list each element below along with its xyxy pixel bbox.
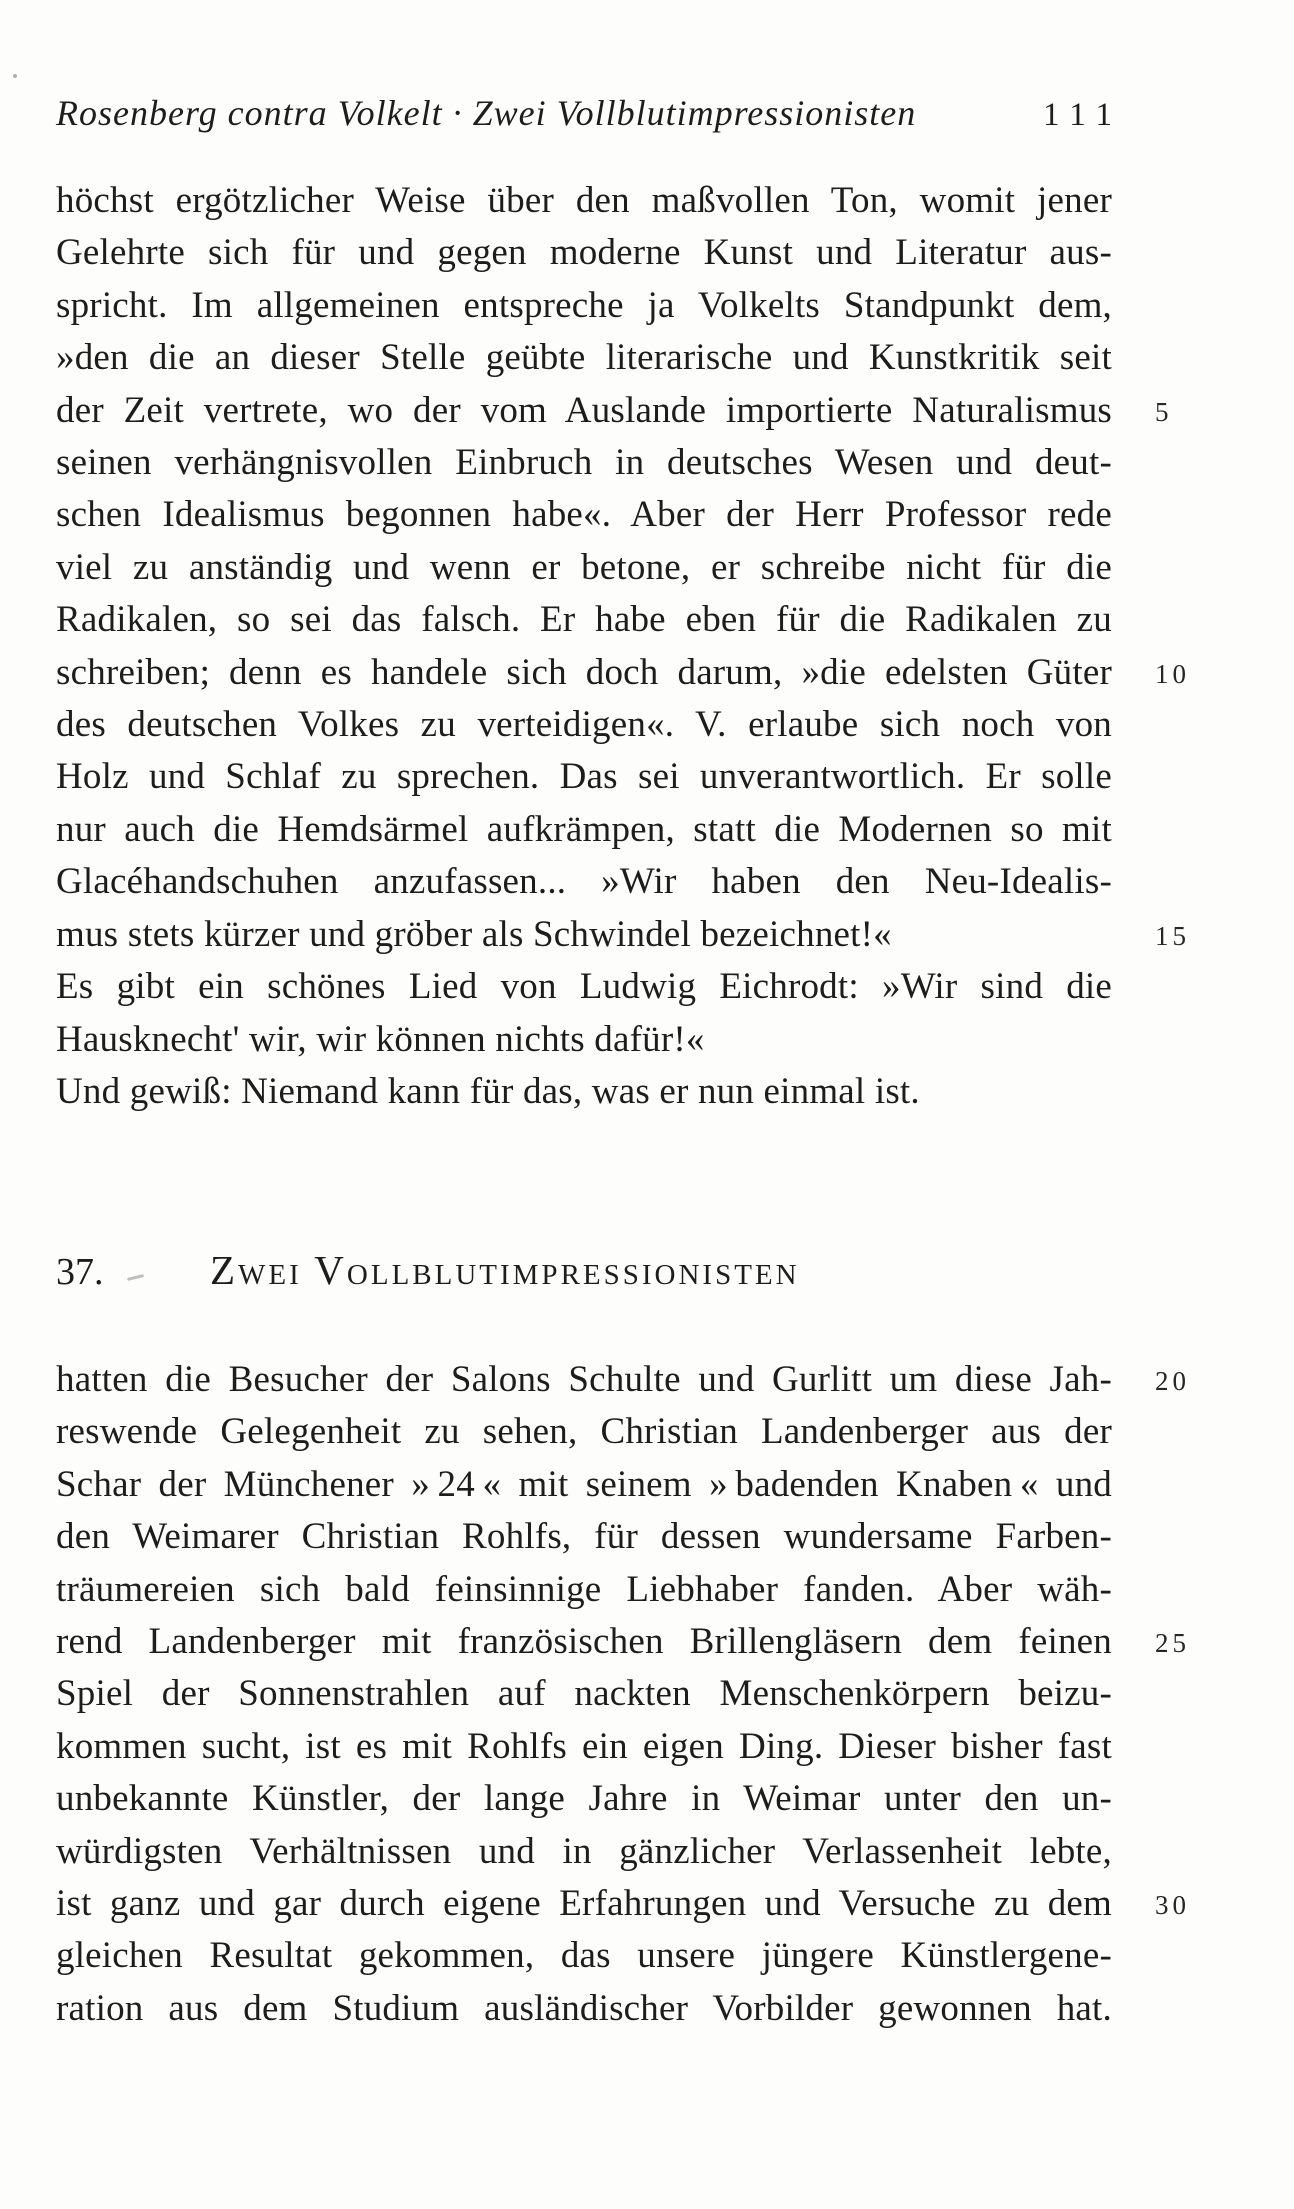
text-line-content: Und gewiß: Niemand kann für das, was er nun einmal ist.: [56, 1070, 920, 1112]
text-line: [56, 280, 1112, 332]
margin-line-number: 30: [1155, 1890, 1190, 1921]
running-title: Rosenberg contra Volkelt · Zwei Vollblutimpressionisten: [56, 93, 917, 133]
paragraph-2: [56, 1354, 1190, 2035]
text-line: [56, 175, 1112, 227]
text-line-content: Spiel der Sonnenstrahlen auf nackten Menschenkörpern beizu-: [56, 1673, 1112, 1715]
text-line-content: würdigsten Verhältnissen und in gänzlicher Verlassenheit lebte,: [56, 1830, 1112, 1872]
text-line-content: Gelehrte sich für und gegen moderne Kunst und Literatur aus-: [56, 232, 1112, 274]
text-line-content: ration aus dem Studium ausländischer Vorbilder gewonnen hat.: [56, 1987, 1112, 2029]
text-line-content: seinen verhängnisvollen Einbruch in deutsches Wesen und deut-: [56, 442, 1112, 484]
text-line: [56, 1564, 1112, 1616]
text-line: [56, 751, 1112, 803]
section-title: Zwei Vollblutimpressionisten: [210, 1247, 800, 1293]
text-line-content: unbekannte Künstler, der lange Jahre in Weimar unter den un-: [56, 1778, 1112, 1820]
text-line: [56, 1354, 1190, 1406]
text-line-content: »den die an dieser Stelle geübte literarische und Kunstkritik seit: [56, 337, 1112, 379]
text-line: [56, 1878, 1190, 1930]
text-line-content: reswende Gelegenheit zu sehen, Christian Landenberger aus der: [56, 1411, 1112, 1453]
text-line: [56, 804, 1112, 856]
text-line-content: ist ganz und gar durch eigene Erfahrungen und Versuche zu dem: [56, 1883, 1112, 1925]
margin-line-number: 10: [1155, 658, 1190, 689]
text-line: [56, 437, 1112, 489]
scan-artifact-top-left: [13, 74, 17, 78]
text-line-content: schreiben; denn es handele sich doch darum, »die edelsten Güter: [56, 651, 1112, 693]
text-line: [56, 227, 1112, 279]
page-number: 111: [1042, 97, 1123, 133]
text-line: [56, 489, 1112, 541]
margin-line-number: 20: [1155, 1366, 1190, 1396]
text-line: [56, 1616, 1190, 1668]
text-line-content: spricht. Im allgemeinen entspreche ja Volkelts Standpunkt dem,: [56, 284, 1112, 326]
text-line: [56, 1983, 1112, 2035]
text-line-content: Holz und Schlaf zu sprechen. Das sei unverantwortlich. Er solle: [56, 756, 1112, 798]
text-line-content: mus stets kürzer und gröber als Schwindel bezeichnet!«: [56, 913, 892, 955]
text-line: [56, 699, 1112, 751]
text-line-content: gleichen Resultat gekommen, das unsere jüngere Künstlergene-: [56, 1935, 1112, 1977]
text-line-content: kommen sucht, ist es mit Rohlfs ein eigen Ding. Dieser bisher fast: [56, 1725, 1112, 1767]
margin-line-number: 15: [1155, 920, 1190, 951]
text-line-content: Radikalen, so sei das falsch. Er habe eben für die Radikalen zu: [56, 599, 1112, 641]
text-line-content: Schar der Münchener » 24 « mit seinem » badenden Knaben « und: [56, 1463, 1112, 1505]
text-line: [56, 1826, 1112, 1878]
text-line: [56, 647, 1190, 699]
text-line: [56, 1930, 1112, 1982]
text-line: [56, 1406, 1112, 1458]
text-line-content: den Weimarer Christian Rohlfs, für dessen wundersame Farben-: [56, 1516, 1112, 1558]
text-line-content: nur auch die Hemdsärmel aufkrämpen, statt die Modernen so mit: [56, 808, 1112, 850]
margin-line-number: 25: [1155, 1628, 1190, 1659]
margin-line-number: 5: [1155, 396, 1173, 427]
text-line: [56, 1773, 1112, 1825]
text-line: [56, 1721, 1112, 1773]
paragraph-1: [56, 175, 1190, 1118]
text-line-content: viel zu anständig und wenn er betone, er schreibe nicht für die: [56, 546, 1112, 588]
text-line: [56, 542, 1112, 594]
text-line: [56, 1668, 1112, 1720]
text-line-content: Hausknecht' wir, wir können nichts dafür!«: [56, 1018, 705, 1060]
text-line-content: hatten die Besucher der Salons Schulte und Gurlitt um diese Jah-: [56, 1359, 1112, 1400]
section-number: 37.: [56, 1251, 104, 1293]
text-line: [56, 1459, 1112, 1511]
text-line-content: schen Idealismus begonnen habe«. Aber der Herr Professor rede: [56, 494, 1112, 536]
running-header: [56, 92, 1123, 136]
text-line: [56, 961, 1112, 1013]
text-line: [56, 1066, 1112, 1118]
text-line: [56, 332, 1112, 384]
text-line-content: Glacéhandschuhen anzufassen... »Wir haben den Neu-Idealis-: [56, 861, 1112, 903]
text-line-content: träumereien sich bald feinsinnige Liebhaber fanden. Aber wäh-: [56, 1568, 1112, 1610]
text-line-content: des deutschen Volkes zu verteidigen«. V. erlaube sich noch von: [56, 704, 1112, 746]
text-line: [56, 909, 1190, 961]
text-line-content: rend Landenberger mit französischen Brillengläsern dem feinen: [56, 1621, 1112, 1663]
text-line-content: Es gibt ein schönes Lied von Ludwig Eichrodt: »Wir sind die: [56, 966, 1112, 1008]
text-line: [56, 1511, 1112, 1563]
text-line-content: der Zeit vertrete, wo der vom Auslande importierte Naturalismus: [56, 389, 1112, 431]
text-line: [56, 856, 1112, 908]
text-line: [56, 1014, 1112, 1066]
section-heading: [56, 1244, 1112, 1306]
text-line: [56, 385, 1173, 437]
text-line-content: höchst ergötzlicher Weise über den maßvollen Ton, womit jener: [56, 180, 1112, 221]
text-line: [56, 594, 1112, 646]
